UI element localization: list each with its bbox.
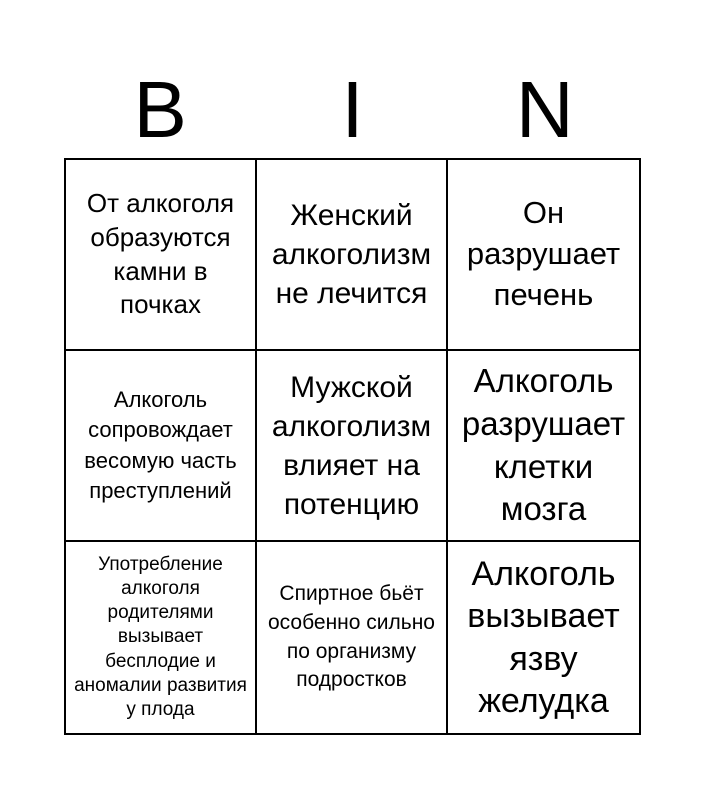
bingo-cell-text: Женский алкоголизм не лечится (271, 199, 432, 310)
bingo-cell-4[interactable] (66, 351, 257, 542)
bingo-cell-text: Мужской алкоголизм влияет на потенцию (271, 370, 432, 521)
bingo-cell-text: Он разрушает печень (466, 195, 621, 312)
bingo-cell-2[interactable] (257, 160, 448, 351)
bingo-cell-5[interactable] (257, 351, 448, 542)
bingo-cell-6[interactable] (448, 351, 639, 542)
bingo-cell-7[interactable] (66, 542, 257, 733)
bingo-cell-text: Спиртное бьёт особенно сильно по организму подростков (268, 581, 435, 692)
bingo-cell-text: От алкоголя образуются камни в почках (86, 187, 235, 320)
header-letter-n: N (515, 65, 574, 154)
header-letter-b: B (133, 65, 187, 154)
bingo-cell-text: Алкоголь вызывает язву желудка (467, 554, 620, 720)
bingo-cell-9[interactable] (448, 542, 639, 733)
bingo-cell-3[interactable] (448, 160, 639, 351)
bingo-cell-1[interactable] (66, 160, 257, 351)
bingo-header (64, 60, 641, 160)
bingo-cell-8[interactable] (257, 542, 448, 733)
bingo-grid (64, 158, 641, 735)
bingo-cell-text: Алкоголь сопровождает весомую часть преступлений (84, 386, 237, 503)
header-letter-i: I (341, 65, 364, 154)
bingo-cell-text: Алкоголь разрушает клетки мозга (461, 361, 626, 528)
bingo-cell-text: Употребление алкоголя родителями вызывает бесплодие и аномалии развития у плода (74, 554, 247, 720)
